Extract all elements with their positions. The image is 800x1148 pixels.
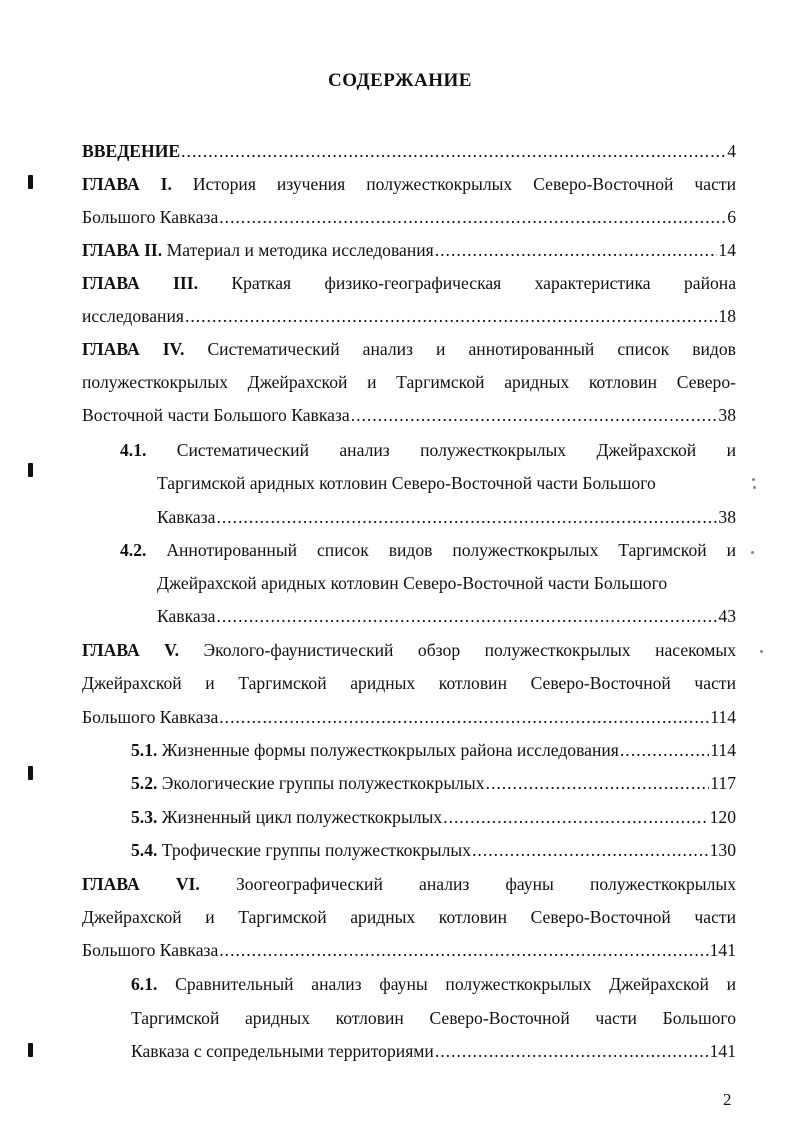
toc-entry-ch5-end: [82, 705, 736, 729]
toc-entry-ch6-end: [82, 938, 736, 962]
toc-text: Джейрахской аридных котловин Северо-Восточной части Большого: [157, 573, 668, 593]
dot-leader: [219, 938, 708, 962]
toc-page-number: 4: [727, 141, 736, 161]
toc-label: ГЛАВА IV.: [82, 339, 185, 359]
toc-text: Материал и методика исследования: [166, 240, 434, 260]
toc-label: 5.4.: [131, 840, 158, 860]
toc-entry-5-1: [131, 738, 736, 762]
toc-entry-ch4-cont: [82, 370, 736, 394]
binder-mark: [28, 766, 33, 780]
toc-text: Аннотированный список видов полужесткокрылых Таргимской и: [166, 540, 736, 560]
toc-entry-4-2-end: [157, 604, 736, 628]
toc-entry-ch3-cont: [82, 304, 736, 328]
toc-entry-4-2: [120, 538, 736, 562]
toc-entry-5-2: [131, 771, 736, 795]
toc-text: Большого Кавказа: [82, 940, 219, 960]
toc-page-number: 117: [710, 773, 736, 793]
toc-label: 5.1.: [131, 740, 158, 760]
toc-label: ГЛАВА I.: [82, 174, 172, 194]
toc-label: ГЛАВА II.: [82, 240, 163, 260]
toc-label: 4.2.: [120, 540, 147, 560]
dot-leader: [435, 1039, 709, 1063]
toc-page-number: 141: [709, 940, 736, 960]
toc-page-number: 18: [718, 306, 736, 326]
toc-entry-intro: [82, 139, 736, 163]
dot-leader: [486, 771, 710, 795]
dot-leader: [216, 604, 717, 628]
page-title: СОДЕРЖАНИЕ: [328, 70, 472, 91]
toc-entry-4-2-cont: [157, 571, 736, 595]
binder-mark: [28, 175, 33, 189]
page-number: 2: [723, 1090, 732, 1109]
toc-label: 5.3.: [131, 807, 158, 827]
toc-page-number: 130: [709, 840, 736, 860]
scan-speck: [752, 478, 755, 481]
toc-entry-4-1: [120, 438, 736, 462]
toc-text: Сравнительный анализ фауны полужесткокрылых Джейрахской и: [175, 974, 736, 994]
toc-entry-ch3: [82, 271, 736, 295]
dot-leader: [620, 738, 709, 762]
toc-text: Джейрахской и Таргимской аридных котловин Северо-Восточной части: [82, 673, 736, 693]
toc-entry-ch4-end: [82, 403, 736, 427]
toc-entry-ch1-cont: [82, 205, 736, 229]
toc-text: Систематический анализ полужесткокрылых Джейрахской и: [176, 440, 736, 460]
toc-label: ВВЕДЕНИЕ: [82, 141, 181, 161]
toc-text: Краткая физико-географическая характеристика района: [231, 273, 736, 293]
dot-leader: [219, 205, 726, 229]
toc-entry-ch6: [82, 872, 736, 896]
toc-text: Кавказа с сопредельными территориями: [131, 1041, 434, 1061]
scan-speck: [751, 551, 754, 554]
dot-leader: [351, 403, 718, 427]
toc-page-number: 114: [710, 707, 736, 727]
toc-text: Трофические группы полужесткокрылых: [161, 840, 471, 860]
toc-entry-5-4: [131, 838, 736, 862]
toc-text: Кавказа: [157, 606, 216, 626]
binder-mark: [28, 463, 33, 477]
dot-leader: [219, 705, 709, 729]
toc-text: Таргимской аридных котловин Северо-Восточной части Большого: [157, 473, 656, 493]
toc-text: История изучения полужесткокрылых Северо-Восточной части: [192, 174, 736, 194]
toc-page-number: 14: [718, 240, 736, 260]
toc-label: ГЛАВА V.: [82, 640, 179, 660]
toc-page-number: 114: [710, 740, 736, 760]
toc-text: исследования: [82, 306, 184, 326]
dot-leader: [181, 139, 726, 163]
toc-entry-ch6-cont: [82, 905, 736, 929]
toc-page-number: 43: [718, 606, 736, 626]
toc-text: Систематический анализ и аннотированный список видов: [207, 339, 736, 359]
toc-entry-4-1-end: [157, 505, 736, 529]
toc-text: Жизненные формы полужесткокрылых района исследования: [161, 740, 619, 760]
toc-text: Большого Кавказа: [82, 207, 219, 227]
toc-text: полужесткокрылых Джейрахской и Таргимской аридных котловин Северо-: [82, 372, 736, 392]
toc-entry-ch1: [82, 172, 736, 196]
toc-entry-ch5-cont: [82, 671, 736, 695]
toc-page-number: 6: [727, 207, 736, 227]
toc-entry-ch5: [82, 638, 736, 662]
toc-text: Экологические группы полужесткокрылых: [161, 773, 485, 793]
toc-text: Зоогеографический анализ фауны полужесткокрылых: [235, 874, 736, 894]
toc-label: 5.2.: [131, 773, 158, 793]
dot-leader: [472, 838, 709, 862]
toc-label: 6.1.: [131, 974, 158, 994]
toc-text: Таргимской аридных котловин Северо-Восточной части Большого: [131, 1008, 736, 1028]
toc-entry-5-3: [131, 805, 736, 829]
toc-page-number: 141: [709, 1041, 736, 1061]
toc-page-number: 120: [709, 807, 736, 827]
toc-text: Эколого-фаунистический обзор полужесткокрылых насекомых: [203, 640, 736, 660]
toc-entry-6-1: [131, 972, 736, 996]
scan-speck: [760, 650, 763, 653]
toc-page-number: 38: [718, 405, 736, 425]
toc-entry-ch2: [82, 238, 736, 262]
toc-entry-6-1-cont: [131, 1006, 736, 1030]
toc-text: Жизненный цикл полужесткокрылых: [161, 807, 443, 827]
toc-text: Восточной части Большого Кавказа: [82, 405, 350, 425]
toc-label: 4.1.: [120, 440, 147, 460]
toc-entry-6-1-end: [131, 1039, 736, 1063]
toc-label: ГЛАВА III.: [82, 273, 198, 293]
dot-leader: [443, 805, 708, 829]
scan-speck: [753, 486, 756, 489]
toc-page-number: 38: [718, 507, 736, 527]
dot-leader: [216, 505, 717, 529]
toc-label: ГЛАВА VI.: [82, 874, 200, 894]
toc-entry-4-1-cont: [157, 471, 736, 495]
dot-leader: [185, 304, 717, 328]
toc-text: Джейрахской и Таргимской аридных котловин Северо-Восточной части: [82, 907, 736, 927]
binder-mark: [28, 1043, 33, 1057]
toc-text: Большого Кавказа: [82, 707, 219, 727]
toc-text: Кавказа: [157, 507, 216, 527]
toc-entry-ch4: [82, 337, 736, 361]
dot-leader: [435, 238, 718, 262]
